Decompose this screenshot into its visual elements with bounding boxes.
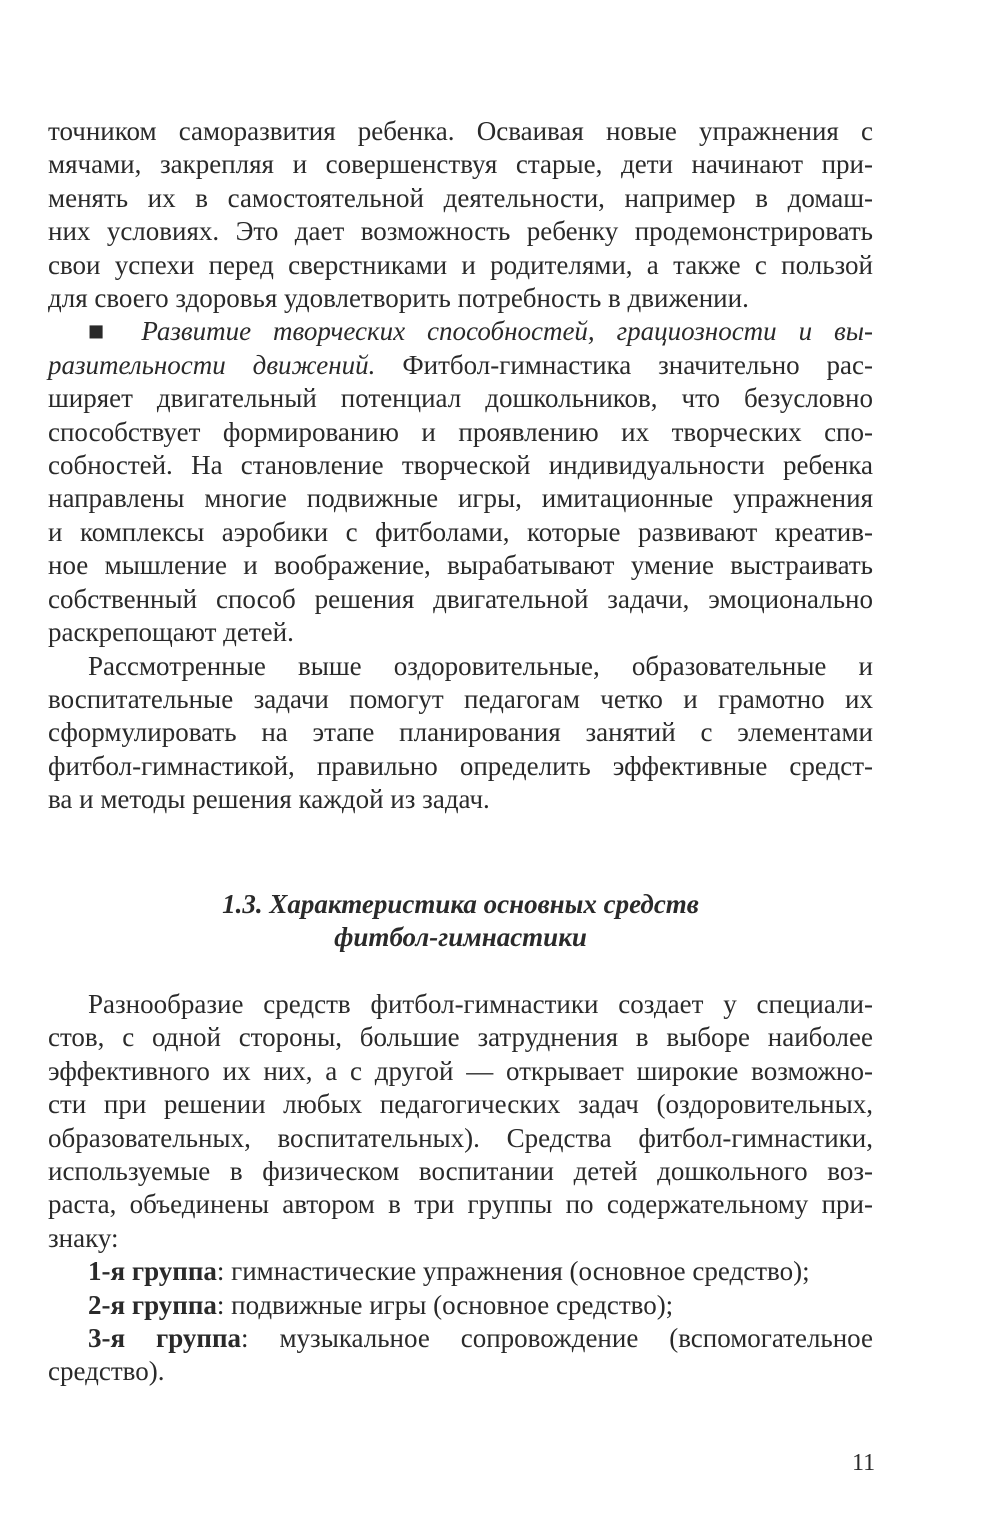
paragraph-4-line: раста, объединены автором в три группы по содержательному при-: [48, 1189, 873, 1220]
paragraph-3-line: фитбол-гимнастикой, правильно определить эффективные средст-: [48, 750, 873, 781]
paragraph-3-line: сформулировать на этапе планирования занятий с элементами: [48, 717, 873, 748]
group-text: : подвижные игры (основное средство);: [216, 1289, 674, 1320]
paragraph-4-line: используемые в физическом воспитании детей дошкольного воз-: [48, 1156, 873, 1187]
group-item: [48, 1255, 873, 1288]
bullet-lead-italic: Развитие творческих способностей, грациозности и вы-: [141, 316, 874, 347]
paragraph-2-line: ширяет двигательный потенциал дошкольников, что безусловно: [48, 383, 873, 414]
section-heading-line-1: 1.3. Характеристика основных средств: [222, 889, 699, 919]
paragraph-1-line: них условиях. Это дает возможность ребенку продемонстрировать: [48, 216, 873, 247]
paragraph-4-line: образовательных, воспитательных). Средства фитбол-гимнастики,: [48, 1122, 873, 1153]
paragraph-1-line: мячами, закрепляя и совершенствуя старые, дети начинают при-: [48, 149, 873, 180]
paragraph-4-line: знаку:: [48, 1222, 119, 1253]
paragraph-1-line: точником саморазвития ребенка. Осваивая новые упражнения с: [48, 116, 873, 146]
paragraph-3-line: воспитательные задачи помогут педагогам четко и грамотно их: [48, 683, 873, 714]
page-number: 11: [852, 1450, 876, 1476]
group-label: 3-я группа: [88, 1323, 242, 1354]
paragraph-4-line: эффективного их них, а с другой — открывает широкие возможно-: [48, 1055, 873, 1086]
section-heading: [48, 888, 873, 955]
paragraph-2-line: способствует формированию и проявлению их творческих спо-: [48, 416, 873, 447]
paragraph-3-line: Рассмотренные выше оздоровительные, образовательные и: [88, 650, 873, 681]
paragraph-1-line: для своего здоровья удовлетворить потребность в движении.: [48, 283, 749, 314]
bullet-square-icon: ■: [88, 316, 120, 347]
group-item: [48, 1289, 873, 1322]
paragraph-1-line: менять их в самостоятельной деятельности, например в домаш-: [48, 182, 873, 213]
body-text-top: [48, 115, 873, 817]
paragraph-2-line: направлены многие подвижные игры, имитационные упражнения: [48, 483, 873, 514]
paragraph-2-line: [48, 349, 873, 382]
group-label: 2-я группа: [88, 1289, 217, 1320]
paragraph-2-line: раскрепощают детей.: [48, 617, 294, 648]
paragraph-4-line: стов, с одной стороны, большие затруднения в выборе наиболее: [48, 1022, 873, 1053]
paragraph-1-line: свои успехи перед сверстниками и родителями, а также с пользой: [48, 249, 873, 280]
group-item: [48, 1322, 873, 1355]
group-text: : гимнастические упражнения (основное средство);: [216, 1256, 810, 1287]
paragraph-4-line: Разнообразие средств фитбол-гимнастики создает у специали-: [88, 989, 873, 1019]
group-label: 1-я группа: [88, 1256, 217, 1287]
section-heading-line-2: фитбол-гимнастики: [334, 922, 587, 953]
paragraph-2-line: ное мышление и воображение, вырабатывают умение выстраивать: [48, 550, 873, 581]
paragraph-2-line: собственный способ решения двигательной задачи, эмоционально: [48, 583, 873, 614]
paragraph-2-line: [48, 315, 873, 348]
group-text: : музыкальное сопровождение (вспомогательное: [241, 1323, 873, 1354]
bullet-lead-italic: разительности движений.: [48, 349, 376, 380]
paragraph-2-line: и комплексы аэробики с фитболами, которые развивают креатив-: [48, 516, 873, 547]
bullet-text: Фитбол-гимнастика значительно рас-: [375, 349, 874, 380]
paragraph-3-line: ва и методы решения каждой из задач.: [48, 784, 490, 815]
group-item-continuation: средство).: [48, 1356, 165, 1387]
body-text-bottom: [48, 988, 873, 1389]
paragraph-4-line: сти при решении любых педагогических задач (оздоровительных,: [48, 1089, 873, 1120]
paragraph-2-line: собностей. На становление творческой индивидуальности ребенка: [48, 450, 873, 481]
